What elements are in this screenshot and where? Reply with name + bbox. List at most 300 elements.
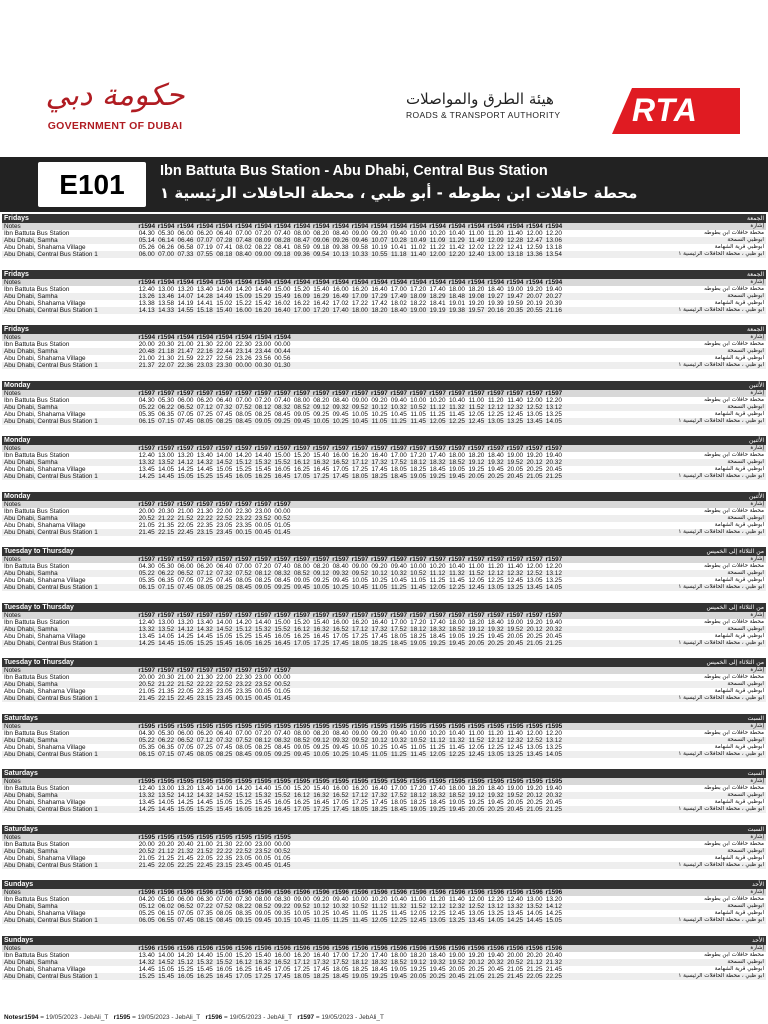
time-cell: 14.12	[177, 792, 194, 799]
time-cell: 14.52	[216, 625, 233, 633]
note-cell: r1597	[177, 389, 194, 397]
time-cell: 15.25	[138, 972, 155, 980]
time-cell: 12.05	[468, 743, 485, 751]
time-cell: 13.00	[487, 251, 504, 258]
time-cell: 23.00	[255, 840, 272, 848]
time-cell: 13.05	[526, 743, 543, 751]
time-cell: 11.20	[487, 563, 504, 570]
time-cell: 16.05	[274, 466, 291, 473]
time-cell: 15.00	[216, 951, 233, 959]
stop-name: Abu Dhabi, Shahama Village	[4, 688, 86, 695]
time-cell: 14.20	[235, 618, 252, 626]
time-cell: 18.12	[410, 625, 427, 633]
time-cell: 00.00	[274, 341, 291, 348]
time-cell: 19.52	[507, 625, 524, 633]
time-cell: 18.05	[351, 473, 368, 480]
time-cell: 20.30	[158, 507, 175, 515]
row-label: Notes	[4, 833, 21, 841]
time-cell: 18.05	[332, 965, 349, 973]
stop-name: Ibn Battuta Bus Station	[4, 896, 70, 903]
time-cell: 22.27	[196, 355, 213, 362]
note-cell: r1597	[274, 500, 291, 508]
time-cell: 21.05	[526, 639, 543, 647]
time-cell: 11.05	[410, 577, 426, 584]
time-cell: 17.05	[235, 972, 252, 980]
note-cell: r1596	[177, 889, 194, 896]
time-cell: 11.32	[449, 736, 465, 744]
time-cell: 20.48	[138, 348, 155, 355]
time-cell: 09.45	[332, 577, 349, 584]
time-cell: 12.40	[138, 618, 155, 626]
time-cell: 18.32	[429, 625, 446, 633]
stop-name-arabic: أبوظبي السمحة	[727, 625, 764, 632]
time-cell: 23.05	[216, 688, 233, 695]
stop-row	[2, 903, 766, 910]
time-cell: 21.30	[196, 674, 213, 681]
time-cell: 06.00	[177, 896, 194, 903]
time-cell: 14.52	[158, 958, 175, 966]
note-cell: r1597	[409, 556, 427, 563]
note-cell: r1596	[332, 944, 349, 952]
time-cell: 05.35	[138, 577, 155, 584]
notes-row	[2, 390, 766, 397]
note-cell: r1594	[487, 223, 505, 230]
stop-name-arabic: أبو ظبي ، محطة الحافلات الرئيسية ١	[678, 917, 764, 923]
stop-name: Abu Dhabi, Samha	[4, 903, 58, 910]
time-cell: 22.05	[158, 861, 175, 869]
time-cell: 07.15	[158, 417, 175, 425]
note-cell: r1596	[312, 944, 330, 952]
time-cell: 23.05	[216, 521, 233, 529]
day-label-arabic: الجمعة	[747, 326, 764, 333]
stop-name-arabic: أبو ظبي ، محطة الحافلات الرئيسية ١	[678, 417, 764, 424]
time-cell: 12.00	[526, 563, 543, 570]
notes-row	[2, 612, 766, 619]
notes-row	[2, 334, 766, 341]
time-cell: 05.22	[138, 403, 155, 411]
time-cell: 06.30	[196, 896, 213, 903]
note-cell: r1597	[138, 667, 156, 674]
time-cell: 14.00	[158, 951, 175, 959]
stop-row	[2, 230, 766, 237]
time-cell: 07.20	[255, 729, 272, 737]
time-cell: 09.45	[332, 410, 349, 418]
time-cell: 11.45	[410, 417, 426, 425]
time-cell: 06.22	[158, 736, 175, 744]
stop-name: Ibn Battuta Bus Station	[4, 563, 70, 570]
time-cell: 09.00	[351, 563, 368, 570]
time-cell: 15.45	[158, 972, 175, 980]
row-label-arabic: إشارة	[750, 889, 764, 895]
time-cell: 11.40	[507, 729, 523, 737]
time-cell: 18.45	[429, 466, 446, 473]
time-cell: 12.40	[138, 285, 155, 293]
stop-row	[2, 626, 766, 633]
row-label-arabic: إشارة	[750, 944, 764, 951]
note-cell: r1597	[351, 556, 369, 563]
row-label-arabic: إشارة	[750, 278, 764, 285]
stop-name: Ibn Battuta Bus Station	[4, 951, 70, 959]
note-cell: r1597	[487, 445, 505, 452]
time-cell: 11.02	[410, 244, 426, 251]
time-cell: 08.09	[255, 237, 272, 244]
stop-row	[2, 681, 766, 688]
time-cell: 19.25	[468, 632, 485, 640]
time-cell: 10.12	[371, 736, 388, 744]
note-cell: r1596	[467, 944, 485, 952]
stop-name: Ibn Battuta Bus Station	[4, 341, 70, 348]
time-cell: 12.59	[526, 244, 543, 251]
note-cell: r1597	[487, 611, 505, 619]
time-cell: 22.00	[216, 341, 233, 348]
time-cell: 00.45	[255, 528, 272, 536]
time-cell: 10.20	[429, 729, 446, 737]
time-cell: 14.40	[196, 951, 213, 959]
note-cell: r1597	[506, 445, 524, 452]
time-cell: 20.40	[177, 840, 194, 848]
time-cell: 18.00	[448, 452, 465, 459]
note-cell: r1595	[177, 722, 194, 730]
time-cell: 12.52	[526, 403, 543, 411]
time-cell: 17.12	[351, 459, 368, 466]
time-cell: 11.42	[449, 244, 465, 251]
stop-row	[2, 751, 766, 758]
notes-row	[2, 223, 766, 230]
time-cell: 16.45	[313, 632, 330, 640]
note-cell: r1594	[274, 223, 291, 230]
stop-row	[2, 959, 766, 966]
time-cell: 11.20	[429, 896, 446, 903]
stop-name: Ibn Battuta Bus Station	[4, 285, 70, 293]
time-cell: 09.45	[293, 584, 310, 591]
time-cell: 19.40	[545, 785, 562, 792]
time-cell: 00.00	[274, 674, 291, 681]
time-cell: 20.52	[138, 847, 155, 855]
time-cell: 20.05	[468, 473, 485, 480]
time-cell: 12.25	[487, 743, 504, 751]
time-cell: 18.48	[448, 292, 465, 300]
note-cell: r1597	[138, 500, 156, 508]
time-cell: 11.45	[352, 917, 368, 924]
time-cell: 10.05	[351, 410, 368, 418]
time-cell: 17.40	[429, 285, 446, 293]
time-cell: 11.52	[410, 903, 426, 910]
stop-row	[2, 799, 766, 806]
time-cell: 16.05	[235, 473, 252, 480]
time-cell: 21.35	[158, 521, 175, 529]
time-cell: 23.00	[255, 341, 272, 348]
time-cell: 20.19	[526, 299, 543, 307]
stop-row	[2, 862, 766, 869]
note-cell: r1597	[409, 389, 427, 397]
stop-name-arabic: أبوظبي قرية الشهامة	[714, 688, 764, 694]
time-cell: 19.38	[448, 306, 465, 314]
time-cell: 08.05	[216, 910, 233, 917]
time-cell: 15.12	[235, 792, 252, 799]
time-cell: 08.05	[196, 417, 213, 425]
note-cell: r1597	[254, 445, 272, 452]
time-cell: 23.35	[235, 521, 252, 529]
stop-row	[2, 848, 766, 855]
time-cell: 16.52	[332, 459, 349, 466]
notes-row	[2, 889, 766, 896]
time-cell: 08.40	[332, 563, 349, 570]
row-label: Notes	[4, 389, 21, 397]
time-cell: 10.49	[410, 237, 427, 244]
stop-name-arabic: أبو ظبي ، محطة الحافلات الرئيسية ١	[678, 528, 764, 535]
note-cell: r1595	[467, 722, 485, 730]
time-cell: 19.45	[487, 466, 504, 473]
time-cell: 09.25	[274, 750, 291, 758]
time-cell: 20.05	[410, 972, 427, 980]
time-cell: 20.00	[507, 951, 524, 959]
time-cell: 19.39	[487, 299, 504, 307]
time-cell: 00.44	[274, 348, 291, 355]
time-cell: 21.12	[526, 958, 543, 966]
time-cell: 06.40	[216, 563, 233, 570]
note-cell: r1594	[429, 223, 446, 230]
note-cell: r1597	[177, 611, 194, 619]
time-cell: 12.12	[429, 903, 446, 910]
time-cell: 15.32	[255, 459, 272, 466]
note-cell: r1595	[254, 833, 272, 841]
time-cell: 19.45	[390, 972, 407, 980]
time-cell: 07.52	[235, 403, 252, 411]
time-cell: 08.41	[274, 244, 291, 251]
note-cell: r1597	[448, 611, 466, 619]
stop-row	[2, 730, 766, 737]
time-cell: 09.45	[332, 743, 349, 751]
time-cell: 18.25	[371, 639, 388, 647]
time-cell: 09.20	[371, 396, 388, 404]
note-cell: r1596	[293, 944, 311, 952]
time-cell: 20.25	[468, 965, 485, 973]
time-cell: 15.00	[274, 618, 291, 626]
time-cell: 12.41	[507, 244, 524, 251]
note-cell: r1597	[138, 611, 156, 619]
note-cell: r1595	[429, 778, 446, 785]
footer-code: r1596	[205, 1014, 223, 1021]
stop-row	[2, 397, 766, 404]
note-cell: r1594	[467, 278, 485, 286]
time-cell: 12.00	[526, 230, 543, 237]
time-cell: 13.40	[196, 452, 213, 459]
time-cell: 20.45	[448, 972, 465, 980]
time-cell: 19.00	[410, 306, 427, 314]
time-cell: 09.18	[274, 251, 291, 258]
time-cell: 04.20	[138, 896, 155, 903]
time-cell: 14.20	[235, 452, 252, 459]
time-cell: 20.25	[487, 473, 504, 480]
time-cell: 10.05	[351, 577, 368, 584]
time-cell: 15.45	[255, 466, 272, 473]
time-cell: 13.40	[196, 285, 213, 293]
note-cell: r1594	[138, 334, 156, 341]
time-cell: 15.25	[235, 632, 252, 640]
stop-name: Abu Dhabi, Central Bus Station 1	[4, 806, 98, 813]
time-cell: 08.00	[255, 896, 272, 903]
note-cell: r1597	[332, 389, 349, 397]
note-cell: r1595	[312, 778, 330, 785]
time-cell: 14.45	[158, 806, 175, 813]
time-cell: 17.00	[390, 452, 407, 459]
note-cell: r1595	[390, 722, 408, 730]
time-cell: 07.32	[216, 736, 233, 744]
time-cell: 16.20	[293, 951, 310, 959]
time-cell: 18.25	[410, 632, 427, 640]
time-cell: 12.22	[487, 244, 504, 251]
time-cell: 16.40	[371, 618, 388, 626]
time-cell: 19.00	[507, 785, 524, 792]
time-cell: 18.09	[410, 292, 427, 300]
rta-english-name: ROADS & TRANSPORT AUTHORITY	[406, 110, 561, 120]
time-cell: 17.05	[332, 632, 349, 640]
stop-row	[2, 695, 766, 702]
time-cell: 06.40	[216, 230, 233, 237]
time-cell: 20.45	[545, 632, 562, 640]
note-cell: r1597	[196, 667, 214, 674]
time-cell: 20.35	[507, 306, 524, 314]
time-cell: 07.15	[158, 750, 175, 758]
stop-name-arabic: أبوظبي السمحة	[727, 292, 764, 299]
time-cell: 18.25	[410, 466, 427, 473]
note-cell: r1596	[157, 889, 175, 896]
time-cell: 13.40	[196, 618, 213, 626]
time-cell: 18.25	[371, 473, 388, 480]
time-cell: 11.05	[313, 917, 329, 924]
note-cell: r1595	[526, 778, 543, 785]
time-cell: 17.45	[274, 972, 291, 980]
note-cell: r1597	[351, 611, 369, 619]
note-cell: r1597	[390, 611, 408, 619]
schedule-block	[2, 603, 766, 659]
time-cell: 15.40	[313, 785, 330, 792]
time-cell: 00.30	[255, 362, 272, 369]
note-cell: r1597	[526, 611, 543, 619]
time-cell: 13.18	[507, 251, 524, 258]
time-cell: 18.52	[448, 459, 465, 466]
time-cell: 23.15	[196, 695, 213, 702]
time-cell: 20.55	[526, 306, 543, 314]
time-cell: 08.25	[255, 743, 272, 751]
note-cell: r1595	[351, 722, 369, 730]
time-cell: 08.45	[235, 750, 252, 758]
time-cell: 19.05	[390, 965, 407, 973]
schedule-day-header	[2, 769, 766, 778]
time-cell: 07.45	[216, 743, 233, 751]
note-cell: r1597	[235, 445, 252, 452]
note-cell: r1595	[274, 833, 291, 841]
stop-name-arabic: أبوظبي قرية الشهامة	[714, 965, 764, 972]
time-cell: 06.20	[196, 230, 213, 237]
time-cell: 17.20	[410, 618, 427, 626]
time-cell: 13.36	[526, 251, 543, 258]
time-cell: 18.40	[487, 452, 504, 459]
stop-name-arabic: أبو ظبي ، محطة الحافلات الرئيسية ١	[678, 861, 764, 868]
time-cell: 18.05	[351, 639, 368, 647]
note-cell: r1597	[390, 556, 408, 563]
time-cell: 16.45	[274, 806, 291, 813]
day-label: Fridays	[4, 215, 29, 222]
route-number: E101	[38, 162, 146, 207]
time-cell: 15.05	[177, 639, 194, 647]
stop-name-arabic: محطة حافلات ابن بطوطه	[704, 618, 764, 625]
stop-name: Abu Dhabi, Shahama Village	[4, 743, 86, 751]
time-cell: 15.20	[293, 452, 310, 459]
time-cell: 09.54	[313, 251, 330, 258]
time-cell: 08.05	[196, 750, 213, 758]
time-cell: 12.47	[526, 237, 543, 244]
note-cell: r1597	[371, 556, 388, 563]
note-cell: r1597	[215, 611, 233, 619]
time-cell: 15.32	[255, 625, 272, 633]
row-label-arabic: إشارة	[750, 833, 764, 840]
time-cell: 21.05	[138, 688, 155, 695]
note-cell: r1597	[332, 556, 349, 563]
time-cell: 17.00	[390, 618, 407, 626]
time-cell: 15.12	[235, 459, 252, 466]
time-cell: 18.40	[487, 785, 504, 792]
stop-name: Abu Dhabi, Samha	[4, 348, 58, 355]
stop-row	[2, 362, 766, 369]
note-cell: r1594	[254, 278, 272, 286]
note-cell: r1594	[332, 278, 349, 286]
time-cell: 20.12	[526, 625, 543, 633]
stop-name: Abu Dhabi, Samha	[4, 459, 58, 466]
stop-name-arabic: أبوظبي السمحة	[727, 570, 764, 576]
time-cell: 11.25	[332, 917, 349, 924]
time-cell: 12.45	[507, 743, 524, 751]
time-cell: 15.20	[293, 285, 310, 293]
note-cell: r1595	[526, 722, 543, 730]
note-cell: r1597	[506, 556, 524, 563]
day-label: Sundays	[4, 881, 34, 888]
time-cell: 09.00	[351, 729, 368, 737]
time-cell: 20.25	[487, 806, 504, 813]
time-cell: 20.45	[507, 806, 524, 813]
time-cell: 06.46	[177, 237, 194, 244]
time-cell: 08.20	[313, 729, 330, 737]
time-cell: 10.52	[351, 903, 368, 910]
time-cell: 19.05	[410, 806, 427, 813]
time-cell: 15.40	[255, 951, 272, 959]
time-cell: 09.26	[332, 237, 349, 244]
time-cell: 08.18	[216, 251, 233, 258]
time-cell: 10.25	[313, 910, 330, 917]
stop-name: Ibn Battuta Bus Station	[4, 618, 70, 626]
time-cell: 17.12	[351, 792, 368, 799]
note-cell: r1595	[274, 722, 291, 730]
time-cell: 14.45	[138, 965, 155, 973]
time-cell: 07.12	[196, 570, 213, 577]
time-cell: 18.25	[410, 799, 427, 806]
note-cell: r1597	[371, 389, 388, 397]
time-cell: 07.00	[235, 729, 252, 737]
time-cell: 09.06	[313, 237, 330, 244]
time-cell: 06.00	[177, 396, 194, 404]
time-cell: 08.45	[235, 584, 252, 591]
note-cell: r1595	[235, 722, 252, 730]
time-cell: 12.25	[448, 584, 465, 591]
time-cell: 07.40	[274, 396, 291, 404]
stop-name: Abu Dhabi, Central Bus Station 1	[4, 251, 98, 258]
time-cell: 14.32	[138, 958, 155, 966]
note-cell: r1597	[254, 611, 272, 619]
time-cell: 05.12	[138, 903, 155, 910]
time-cell: 08.00	[293, 563, 310, 570]
note-cell: r1596	[526, 944, 543, 952]
stop-row	[2, 251, 766, 258]
